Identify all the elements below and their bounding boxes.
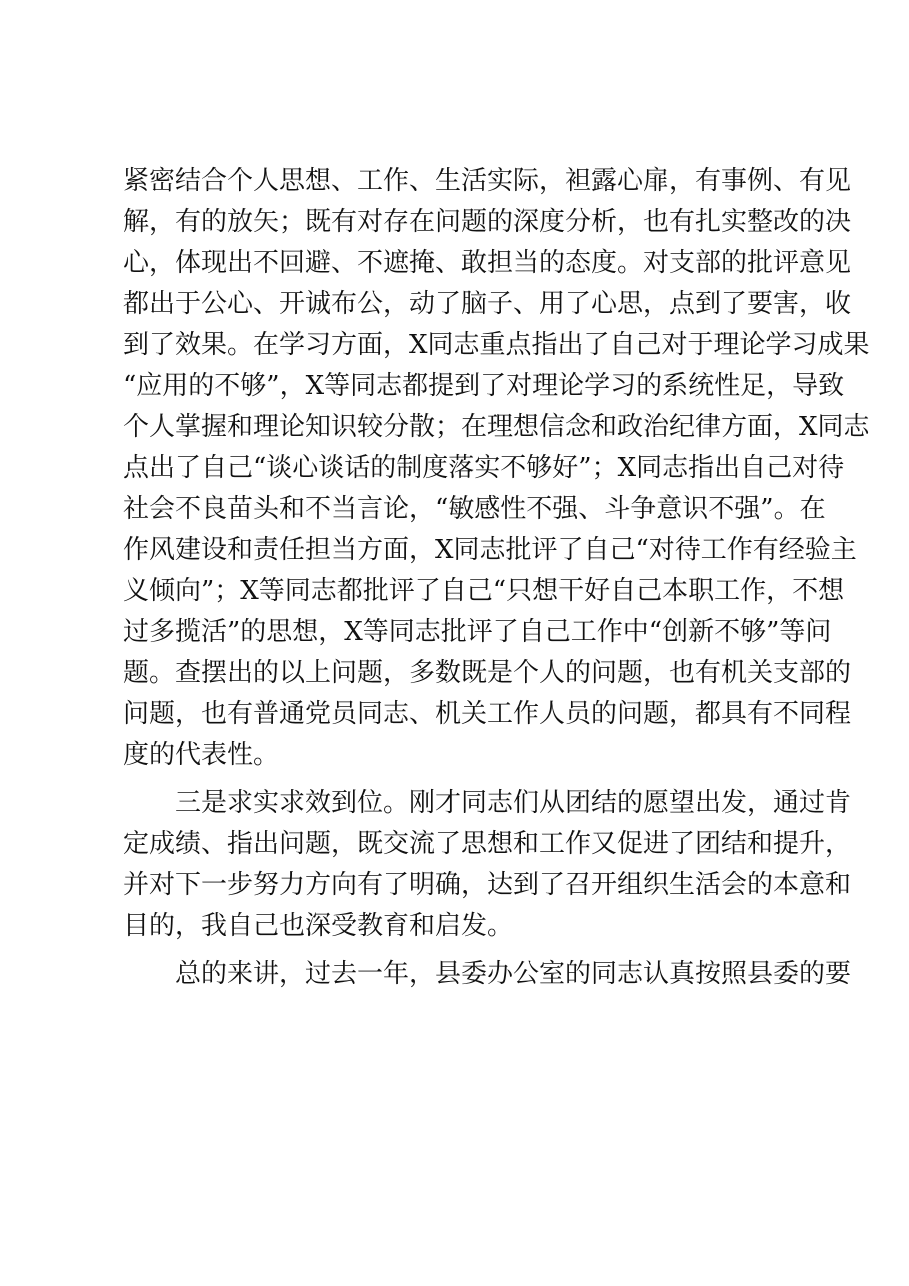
text-line: 心，体现出不回避、不遮掩、敢担当的态度。对支部的批评意见: [123, 248, 852, 278]
text-line: 社会不良苗头和不当言论，“敏感性不强、斗争意识不强”。在: [123, 494, 826, 524]
text-line: 过多揽活”的思想，X等同志批评了自己工作中“创新不够”等问: [123, 617, 832, 647]
text-line: 总的来讲，过去一年，县委办公室的同志认真按照县委的要: [175, 959, 852, 989]
text-line: 义倾向”；X等同志都批评了自己“只想干好自己本职工作，不想: [123, 576, 845, 606]
text-line: 目的，我自己也深受教育和启发。: [123, 911, 514, 941]
text-line: 作风建设和责任担当方面，X同志批评了自己“对待工作有经验主: [123, 535, 857, 565]
document-body: [123, 161, 870, 995]
paragraph-1: [123, 161, 870, 776]
text-line: 题。查摆出的以上问题，多数既是个人的问题，也有机关支部的: [123, 658, 852, 688]
text-line: 并对下一步努力方向有了明确，达到了召开组织生活会的本意和: [123, 870, 852, 900]
text-line: 到了效果。在学习方面，X同志重点指出了自己对于理论学习成果: [123, 330, 870, 360]
text-line: 度的代表性。: [123, 740, 280, 770]
paragraph-spacing: [123, 947, 803, 954]
paragraph-3: [123, 954, 852, 995]
paragraph-2: [123, 783, 852, 947]
text-line: 解，有的放矢；既有对存在问题的深度分析，也有扎实整改的决: [123, 207, 852, 237]
text-line: 问题，也有普通党员同志、机关工作人员的问题，都具有不同程: [123, 699, 852, 729]
text-line: 三是求实求效到位。刚才同志们从团结的愿望出发，通过肯: [175, 788, 852, 818]
text-line: 都出于公心、开诚布公，动了脑子、用了心思，点到了要害，收: [123, 289, 852, 319]
text-line: 定成绩、指出问题，既交流了思想和工作又促进了团结和提升，: [123, 829, 852, 859]
text-line: 紧密结合个人思想、工作、生活实际，袒露心扉，有事例、有见: [123, 166, 852, 196]
text-line: 点出了自己“谈心谈话的制度落实不够好”；X同志指出自己对待: [123, 453, 845, 483]
paragraph-spacing: [123, 776, 803, 783]
text-line: 个人掌握和理论知识较分散；在理想信念和政治纪律方面，X同志: [123, 412, 870, 442]
text-line: “应用的不够”，X等同志都提到了对理论学习的系统性足，导致: [123, 371, 845, 401]
